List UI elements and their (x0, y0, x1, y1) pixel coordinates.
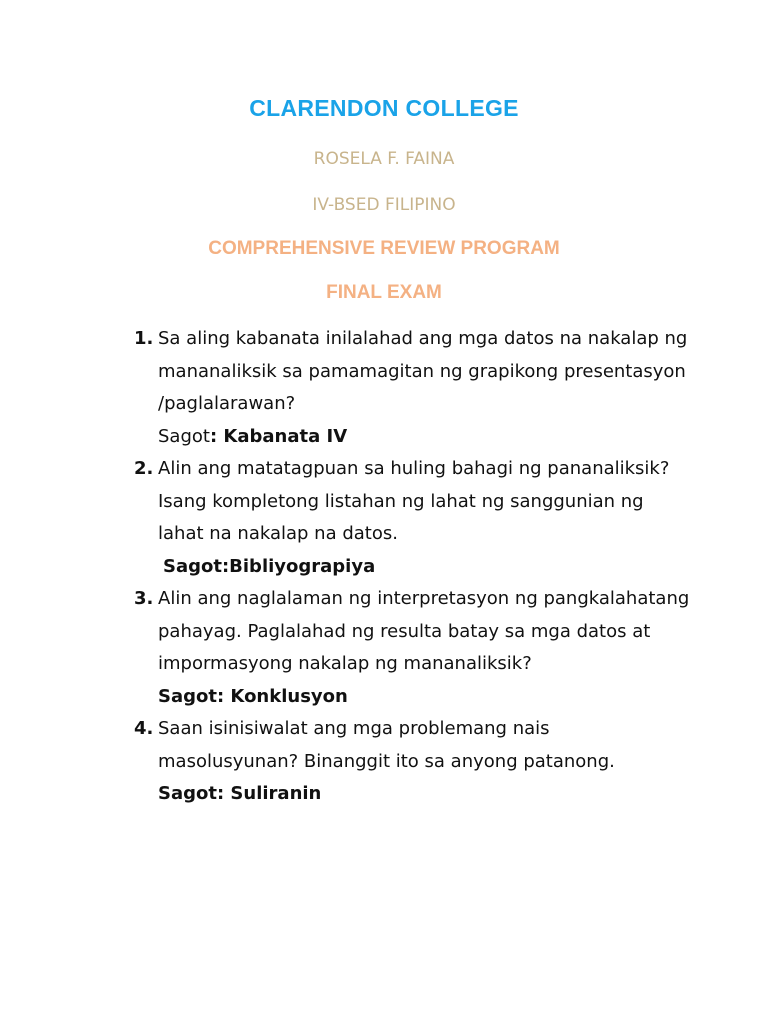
program-label: COMPREHENSIVE REVIEW PROGRAM (208, 238, 560, 259)
question-item-2 (134, 453, 694, 583)
question-number: 1. (134, 328, 154, 349)
answer-colon: : (209, 425, 224, 447)
question-text: Sa aling kabanata inilalahad ang mga datos na nakalap ng mananaliksik sa pamamagitan ng grapikong presentasyon /paglalarawan? (158, 328, 688, 414)
question-number: 3. (134, 588, 154, 609)
exam-label: FINAL EXAM (326, 282, 442, 303)
question-item-1 (134, 323, 694, 453)
answer-line: Sagot: Konklusyon (158, 685, 348, 707)
answer-line: Sagot:Bibliyograpiya (163, 555, 376, 577)
answer-line (158, 421, 694, 454)
answer-prefix: Sagot (158, 425, 210, 447)
question-text: Alin ang naglalaman ng interpretasyon ng pangkalahatang pahayag. Paglalahad ng resulta batay sa mga datos at impormasyong nakalap ng mananaliksik? (158, 588, 690, 674)
question-item-3 (134, 583, 694, 713)
answer-line: Sagot: Suliranin (158, 783, 322, 804)
question-item-4 (134, 713, 694, 811)
school-title: CLARENDON COLLEGE (249, 95, 519, 121)
course-label: IV-BSED FILIPINO (312, 195, 456, 215)
question-list (134, 323, 694, 811)
question-number: 4. (134, 718, 154, 739)
question-number: 2. (134, 458, 154, 479)
student-name: ROSELA F. FAINA (313, 149, 455, 169)
question-text: Saan isinisiwalat ang mga problemang nais masolusyunan? Binanggit ito sa anyong patanong. (158, 718, 615, 772)
question-text: Alin ang matatagpuan sa huling bahagi ng pananaliksik? Isang kompletong listahan ng lahat ng sanggunian ng lahat na nakalap na datos. (158, 458, 670, 544)
answer-value: Kabanata IV (223, 425, 348, 447)
